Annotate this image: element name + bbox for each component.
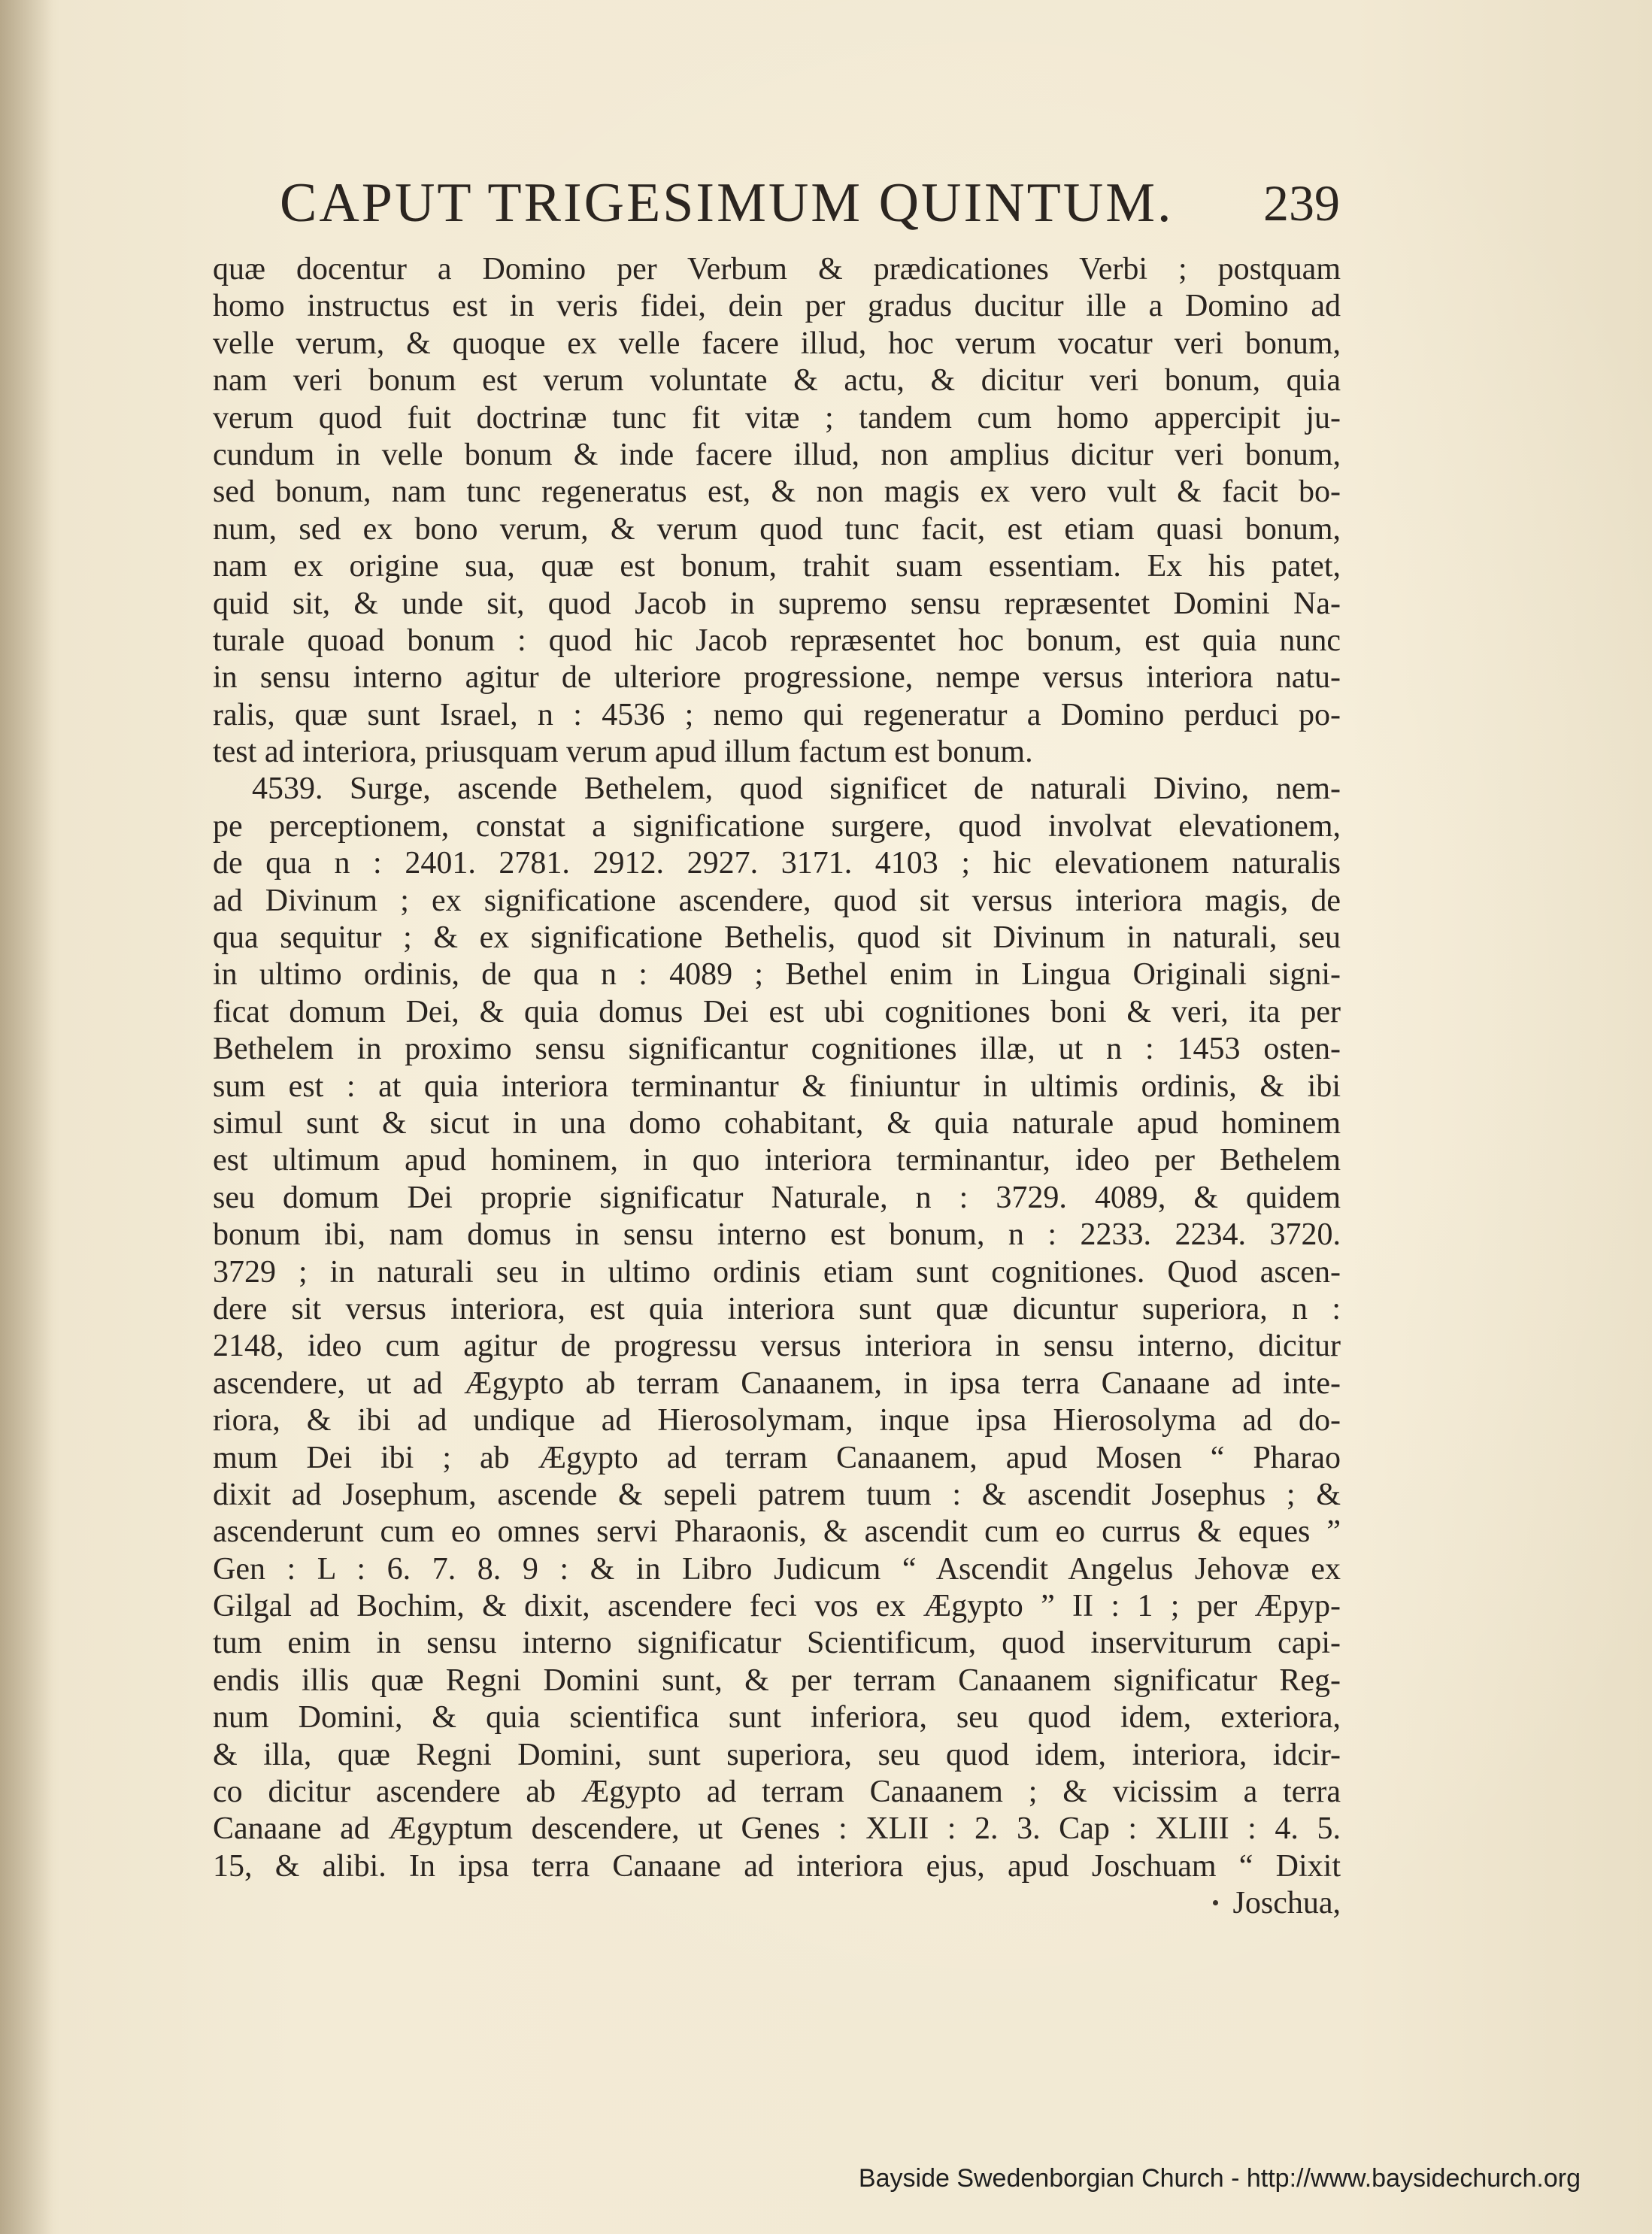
ink-speck [1213,1900,1218,1905]
text-line: simul sunt & sicut in una domo cohabitant, & quia naturale apud hominem [213,1105,1341,1141]
text-line: seu domum Dei proprie significatur Naturale, n : 3729. 4089, & quidem [213,1180,1341,1215]
footer-credit: Bayside Swedenborgian Church - http://www.baysidechurch.org [858,2164,1581,2193]
page-number: 239 [1263,174,1340,232]
text-line: verum quod fuit doctrinæ tunc fit vitæ ; tandem cum homo appercipit ju- [213,400,1341,435]
text-line: dixit ad Josephum, ascende & sepeli patrem tuum : & ascendit Josephus ; & [213,1477,1341,1512]
text-line: Canaane ad Ægyptum descendere, ut Genes : XLII : 2. 3. Cap : XLIII : 4. 5. [213,1811,1341,1847]
text-line: co dicitur ascendere ab Ægypto ad terram Canaanem ; & vicissim a terra [213,1775,1341,1810]
text-line: est ultimum apud hominem, in quo interiora terminantur, ideo per Bethelem [213,1143,1341,1178]
running-head [280,162,1340,244]
text-line: homo instructus est in veris fidei, dein per gradus ducitur ille a Domino ad [213,289,1341,324]
text-line: 3729 ; in naturali seu in ultimo ordinis etiam sunt cognitiones. Quod ascen- [213,1254,1341,1290]
text-line: velle verum, & quoque ex velle facere illud, hoc verum vocatur veri bonum, [213,326,1341,361]
text-line: ascenderunt cum eo omnes servi Pharaonis, & ascendit cum eo currus & eques ” [213,1514,1341,1550]
text-line: ficat domum Dei, & quia domus Dei est ubi cognitiones boni & veri, ita per [213,994,1341,1029]
text-line: de qua n : 2401. 2781. 2912. 2927. 3171. 4103 ; hic elevationem naturalis [213,846,1341,881]
text-line: num, sed ex bono verum, & verum quod tunc facit, est etiam quasi bonum, [213,511,1341,547]
text-line: cundum in velle bonum & inde facere illud, non amplius dicitur veri bonum, [213,437,1341,472]
text-line: dere sit versus interiora, est quia interiora sunt quæ dicuntur superiora, n : [213,1291,1341,1326]
text-line: nam ex origine sua, quæ est bonum, trahit suam essentiam. Ex his patet, [213,549,1341,584]
text-line: quæ docentur a Domino per Verbum & prædicationes Verbi ; postquam [213,252,1341,286]
chapter-title: CAPUT TRIGESIMUM QUINTUM. [280,172,1174,234]
text-line: quid sit, & unde sit, quod Jacob in supremo sensu repræsentet Domini Na- [213,586,1341,621]
text-line: 15, & alibi. In ipsa terra Canaane ad interiora ejus, apud Joschuam “ Dixit [213,1848,1341,1884]
text-line: in ultimo ordinis, de qua n : 4089 ; Bethel enim in Lingua Originali signi- [213,957,1341,993]
text-line: test ad interiora, priusquam verum apud illum factum est bonum. [213,735,1033,770]
text-line: 2148, ideo cum agitur de progressu versus interiora in sensu interno, dicitur [213,1329,1341,1364]
paragraph-start-4539: 4539. Surge, ascende Bethelem, quod significet de naturali Divino, nem- [252,771,1341,807]
text-line: num Domini, & quia scientifica sunt inferiora, seu quod idem, exteriora, [213,1700,1341,1735]
spine-shadow [0,0,53,2234]
text-line: sed bonum, nam tunc regeneratus est, & non magis ex vero vult & facit bo- [213,474,1341,510]
text-line: in sensu interno agitur de ulteriore progressione, nempe versus interiora natu- [213,660,1341,696]
text-line: ralis, quæ sunt Israel, n : 4536 ; nemo qui regeneratur a Domino perduci po- [213,697,1341,732]
text-line: mum Dei ibi ; ab Ægypto ad terram Canaanem, apud Mosen “ Pharao [213,1440,1341,1475]
body-text [213,251,1341,1923]
text-line: tum enim in sensu interno significatur Scientificum, quod inserviturum capi- [213,1626,1341,1661]
text-line: Gen : L : 6. 7. 8. 9 : & in Libro Judicum “ Ascendit Angelus Jehovæ ex [213,1551,1341,1587]
text-line: Gilgal ad Bochim, & dixit, ascendere feci vos ex Ægypto ” II : 1 ; per Æpyp- [213,1589,1341,1624]
text-line: bonum ibi, nam domus in sensu interno est bonum, n : 2233. 2234. 3720. [213,1217,1341,1253]
text-line: nam veri bonum est verum voluntate & actu, & dicitur veri bonum, quia [213,363,1341,399]
text-line: sum est : at quia interiora terminantur & finiuntur in ultimis ordinis, & ibi [213,1069,1341,1104]
text-line: pe perceptionem, constat a significatione surgere, quod involvat elevationem, [213,808,1341,844]
text-line: & illa, quæ Regni Domini, sunt superiora, seu quod idem, interiora, idcir- [213,1737,1341,1772]
text-line: riora, & ibi ad undique ad Hierosolymam, inque ipsa Hierosolyma ad do- [213,1403,1341,1438]
text-line: Bethelem in proximo sensu significantur cognitiones illæ, ut n : 1453 osten- [213,1032,1341,1067]
text-line: turale quoad bonum : quod hic Jacob repræsentet hoc bonum, est quia nunc [213,623,1341,658]
catchword: Joschua, [1232,1886,1341,1921]
text-line: ascendere, ut ad Ægypto ab terram Canaanem, in ipsa terra Canaane ad inte- [213,1366,1341,1401]
text-line: endis illis quæ Regni Domini sunt, & per terram Canaanem significatur Reg- [213,1663,1341,1698]
text-line: qua sequitur ; & ex significatione Bethelis, quod sit Divinum in naturali, seu [213,920,1341,956]
text-line: ad Divinum ; ex significatione ascendere, quod sit versus interiora magis, de [213,883,1341,918]
